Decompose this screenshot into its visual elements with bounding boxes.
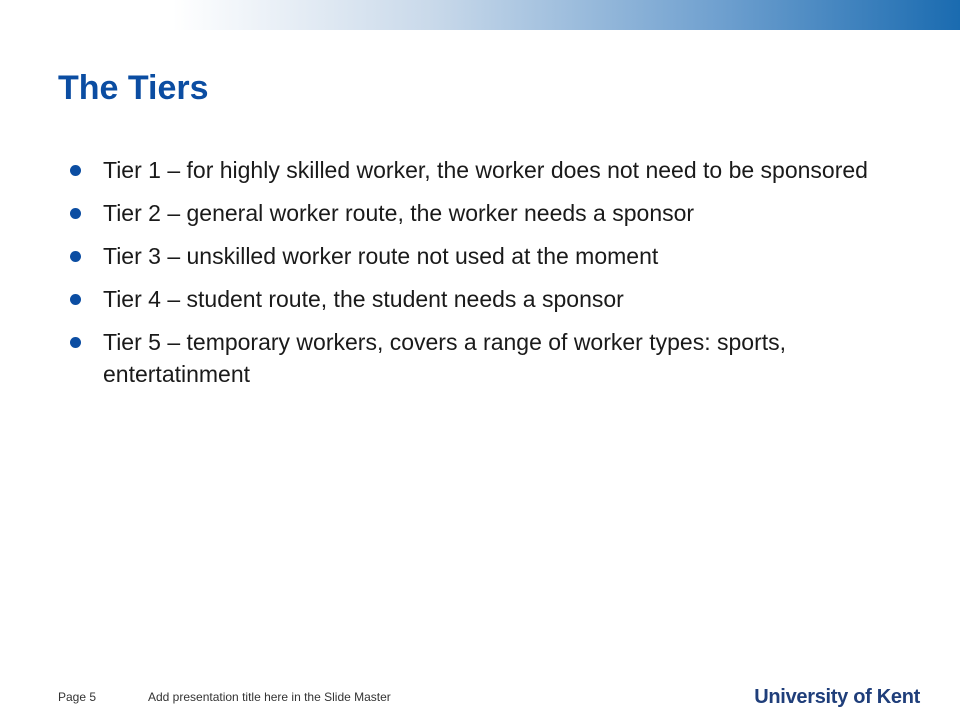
bullet-dot-icon (70, 337, 81, 348)
university-logo (754, 686, 920, 709)
bullet-list (62, 154, 912, 401)
slide-footer (0, 686, 960, 710)
bullet-text: Tier 5 – temporary workers, covers a range of worker types: sports, entertatinment (103, 329, 787, 387)
bullet-text: Tier 4 – student route, the student needs a sponsor (103, 286, 624, 312)
bullet-text: Tier 1 – for highly skilled worker, the worker does not need to be sponsored (103, 157, 868, 183)
bullet-item (62, 197, 912, 229)
logo-text: University of Kent (754, 686, 920, 708)
bullet-dot-icon (70, 294, 81, 305)
bullet-item (62, 240, 912, 272)
page-number: Page 5 (58, 690, 97, 704)
bullet-dot-icon (70, 165, 81, 176)
bullet-item (62, 154, 912, 186)
bullet-item (62, 326, 912, 390)
bullet-item (62, 283, 912, 315)
bullet-dot-icon (70, 208, 81, 219)
bullet-text: Tier 2 – general worker route, the worker needs a sponsor (103, 200, 695, 226)
bullet-text: Tier 3 – unskilled worker route not used at the moment (103, 243, 659, 269)
footer-presentation-title: Add presentation title here in the Slide Master (148, 690, 391, 704)
bullet-dot-icon (70, 251, 81, 262)
header-gradient-band (0, 0, 960, 30)
slide-title: The Tiers (58, 69, 209, 107)
